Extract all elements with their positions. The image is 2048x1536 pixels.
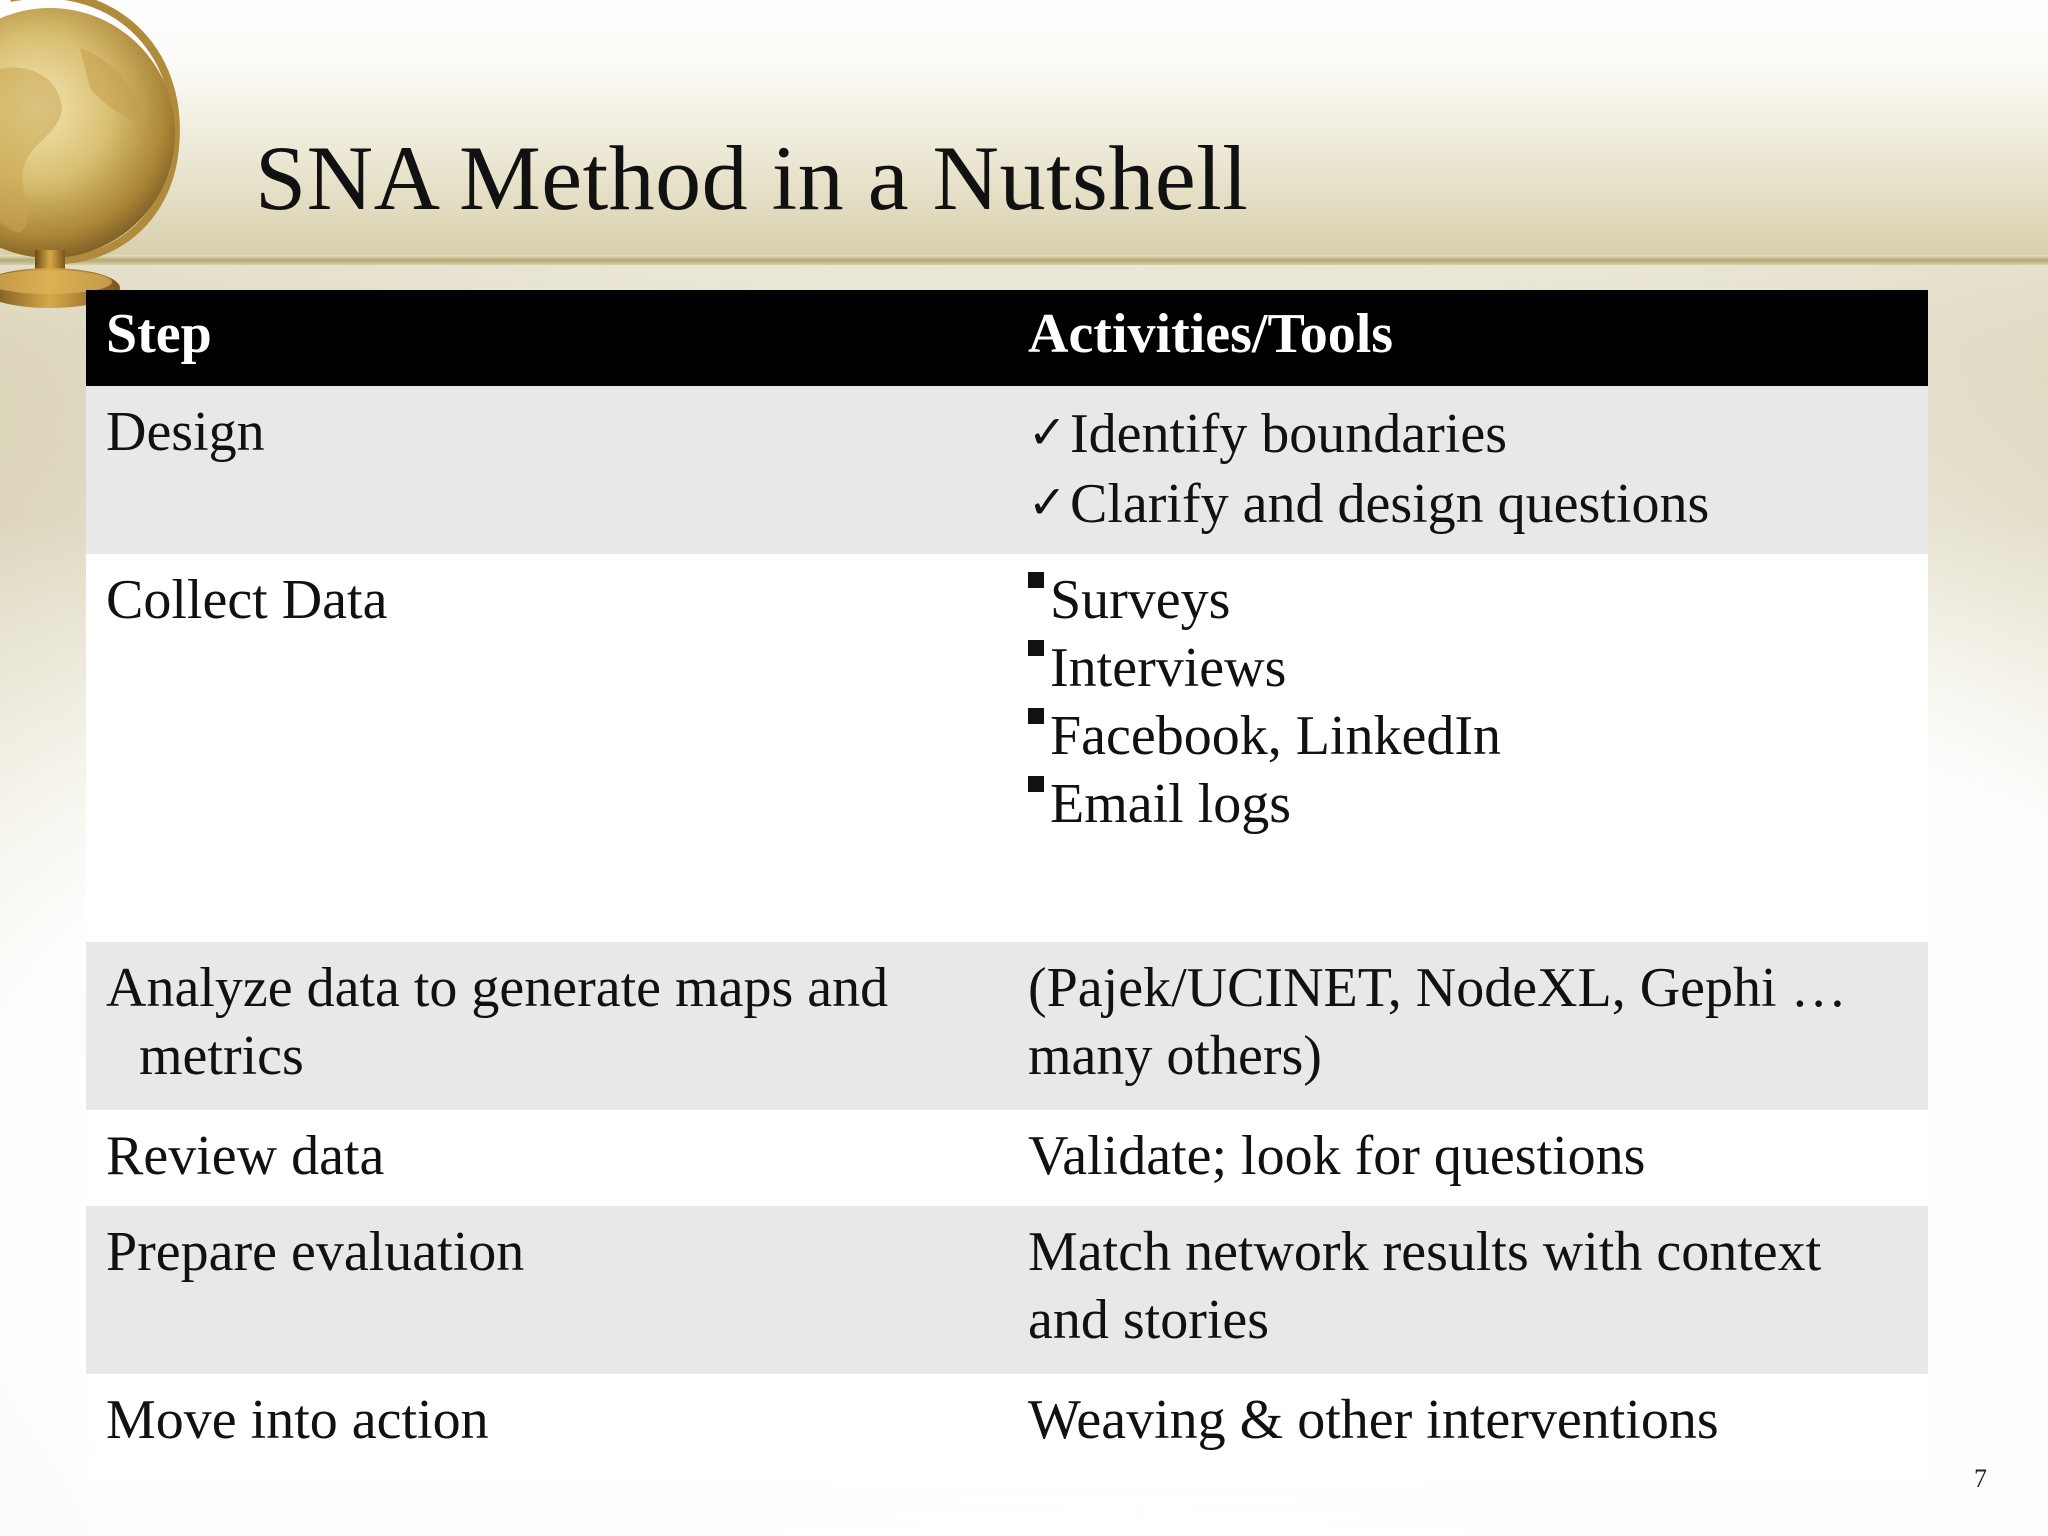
activities-cell: Match network results with context and stories — [1028, 1221, 1822, 1351]
square-bullet-icon — [1028, 640, 1044, 656]
table-row — [86, 386, 1928, 554]
check-icon: ✓ — [1028, 405, 1067, 459]
list-item: ✓Clarify and design questions — [1028, 468, 1908, 538]
page-number: 7 — [1974, 1464, 1987, 1493]
step-cell: Review data — [106, 1125, 385, 1187]
activities-cell — [1008, 386, 1928, 554]
list-item: Facebook, LinkedIn — [1028, 702, 1908, 770]
step-cell: Analyze data to generate maps and metrics — [106, 957, 889, 1087]
table-row — [86, 1206, 1928, 1374]
table-row — [86, 554, 1928, 942]
list-item: Interviews — [1028, 634, 1908, 702]
page-title: SNA Method in a Nutshell — [255, 127, 1249, 229]
check-icon: ✓ — [1028, 475, 1067, 529]
table-row — [86, 1374, 1928, 1482]
step-cell: Design — [106, 401, 265, 463]
step-cell: Collect Data — [106, 569, 388, 631]
list-item: Surveys — [1028, 566, 1908, 634]
header-activities: Activities/Tools — [1028, 303, 1394, 365]
square-bullet-icon — [1028, 572, 1044, 588]
globe-icon — [0, 0, 190, 338]
square-bullet-icon — [1028, 708, 1044, 724]
square-bullet-icon — [1028, 776, 1044, 792]
activities-cell — [1008, 554, 1928, 942]
table-header-row — [86, 290, 1928, 386]
list-item: ✓Identify boundaries — [1028, 398, 1908, 468]
step-cell: Prepare evaluation — [106, 1221, 525, 1283]
title-rule — [0, 255, 2048, 265]
list-item: Email logs — [1028, 770, 1908, 838]
activities-cell: Weaving & other interventions — [1028, 1389, 1719, 1451]
table-row — [86, 942, 1928, 1110]
header-step: Step — [106, 303, 212, 365]
step-cell: Move into action — [106, 1389, 489, 1451]
table-row — [86, 1110, 1928, 1206]
steps-table — [86, 290, 1928, 1482]
activities-cell: (Pajek/UCINET, NodeXL, Gephi … many others) — [1028, 957, 1847, 1087]
activities-cell: Validate; look for questions — [1028, 1125, 1646, 1187]
